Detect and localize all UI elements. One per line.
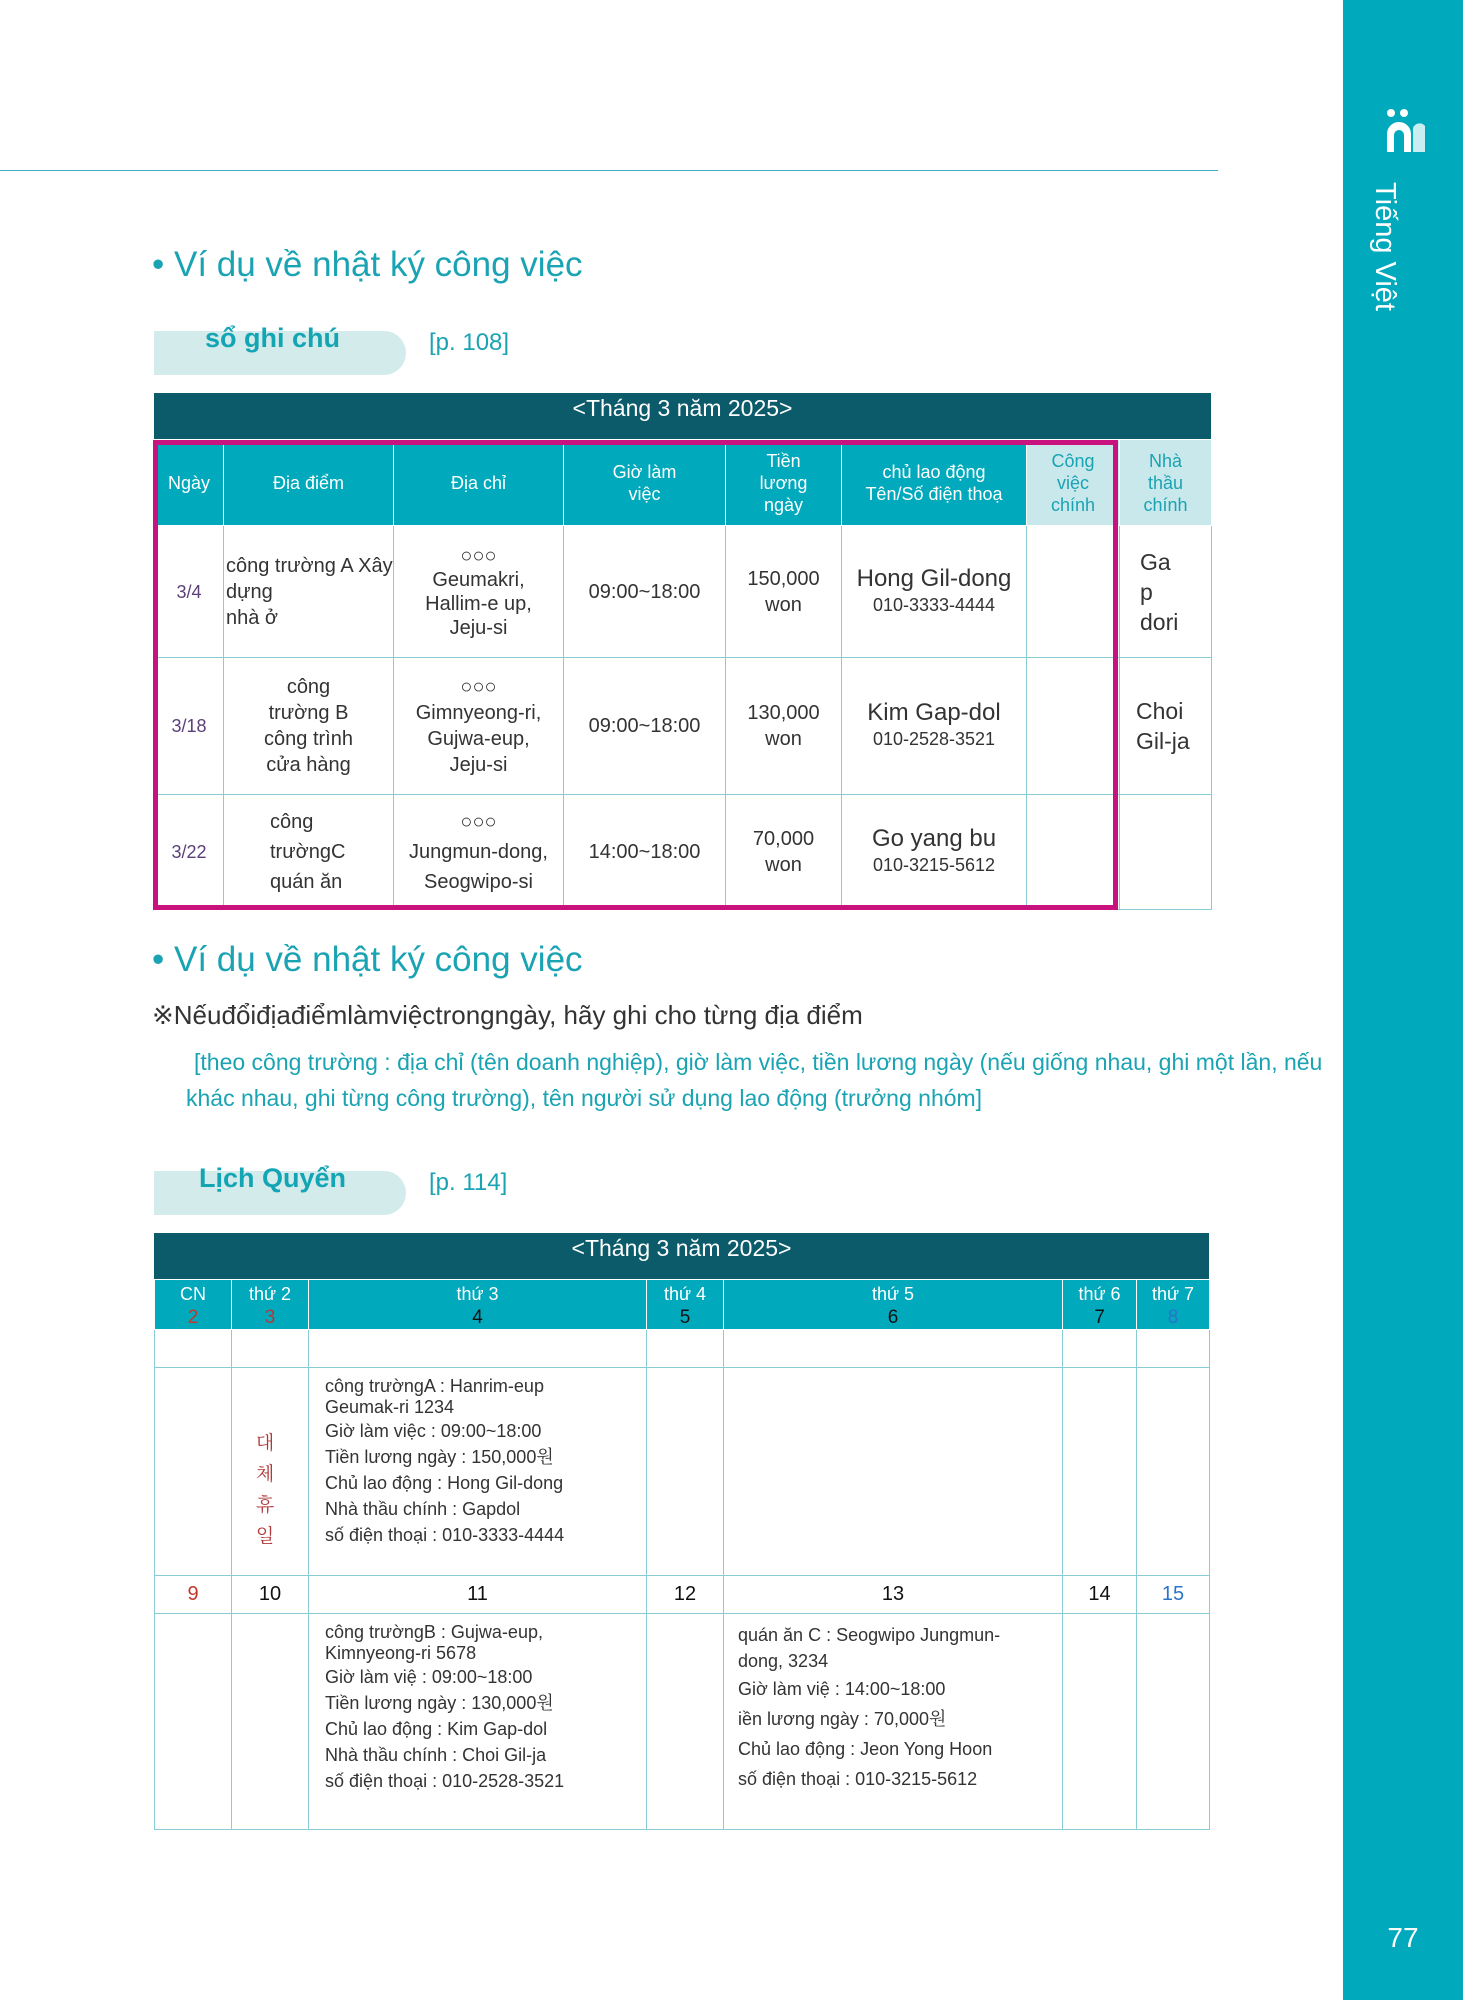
day-cell bbox=[1063, 1614, 1137, 1830]
day-cell bbox=[1063, 1368, 1137, 1576]
date-12: 12 bbox=[647, 1576, 724, 1614]
day-cell-entry bbox=[309, 1368, 647, 1576]
date-9: 9 bbox=[155, 1576, 232, 1614]
section1-page-ref: [p. 108] bbox=[429, 329, 510, 356]
col-main-job: Công việc chính bbox=[1027, 440, 1120, 526]
date-14: 14 bbox=[1063, 1576, 1137, 1614]
day-cell bbox=[232, 1614, 309, 1830]
header-divider bbox=[0, 170, 1218, 171]
weekday-mon: thứ 2 3 bbox=[232, 1280, 309, 1330]
day-cell-entry bbox=[724, 1614, 1063, 1830]
language-sidebar bbox=[1343, 0, 1463, 2000]
row-wage: 70,000 won bbox=[726, 795, 842, 910]
section1-tab-label: sổ ghi chú bbox=[205, 323, 340, 353]
holiday-note: 대 체 휴 일 bbox=[255, 1433, 275, 1547]
row-contractor: Choi Gil-ja bbox=[1120, 658, 1212, 795]
section1-heading: • Ví dụ về nhật ký công việc bbox=[152, 245, 583, 284]
row-place: công trườngC quán ăn bbox=[224, 795, 394, 910]
row-address: ○○○ Geumakri, Hallim-e up, Jeju-si bbox=[394, 526, 564, 658]
date-15: 15 bbox=[1137, 1576, 1210, 1614]
section2-heading: • Ví dụ về nhật ký công việc bbox=[152, 940, 583, 979]
day-cell-holiday bbox=[232, 1368, 309, 1576]
day-cell-entry bbox=[309, 1614, 647, 1830]
col-employer: chủ lao động Tên/Số điện thoạ bbox=[842, 440, 1027, 526]
date-13: 13 bbox=[724, 1576, 1063, 1614]
calendar-entry: công trườngB : Gujwa-eup, Kimnyeong-ri 5678 Giờ làm việ : 09:00~18:00 Tiền lương ngày : 130,000원 Chủ lao động : Kim Gap-dol Nhà thầu chính : Choi Gil-ja số điện thoại : 010-2528-3521 bbox=[325, 1622, 565, 1791]
calendar-entry: công trườngA : Hanrim-eup Geumak-ri 1234 Giờ làm việc : 09:00~18:00 Tiền lương ngày : 150,000원 Chủ lao động : Hong Gil-dong Nhà thầu chính : Gapdol số điện thoại : 010-3333-4444 bbox=[325, 1376, 565, 1545]
row-employer: Hong Gil-dong 010-3333-4444 bbox=[842, 526, 1027, 658]
row-place: công trường A Xây dựng nhà ở bbox=[224, 526, 394, 658]
date-11: 11 bbox=[309, 1576, 647, 1614]
section2-page-ref: [p. 114] bbox=[429, 1169, 508, 1196]
calendar-week1-entries bbox=[155, 1368, 1210, 1576]
row-wage: 150,000 won bbox=[726, 526, 842, 658]
day-cell bbox=[724, 1368, 1063, 1576]
weekday-sun: CN 2 bbox=[155, 1280, 232, 1330]
row-hours: 14:00~18:00 bbox=[564, 795, 726, 910]
section2-note-detail: [theo công trường : địa chỉ (tên doanh nghiệp), giờ làm việc, tiền lương ngày (nếu giống nhau, ghi một lần, nếu khác nhau, ghi từng công trường), tên người sử dụng lao động (trưởng nhóm] bbox=[186, 1049, 1323, 1111]
row-date: 3/18 bbox=[155, 658, 224, 795]
row-hours: 09:00~18:00 bbox=[564, 526, 726, 658]
section2-tab-label: Lịch Quyển bbox=[199, 1163, 347, 1193]
col-wage: Tiền lương ngày bbox=[726, 440, 842, 526]
row-address: ○○○ Jungmun-dong, Seogwipo-si bbox=[394, 795, 564, 910]
row-date: 3/22 bbox=[155, 795, 224, 910]
calendar-week2-entries bbox=[155, 1614, 1210, 1830]
weekday-sat: thứ 7 8 bbox=[1137, 1280, 1210, 1330]
page-number: 77 bbox=[1387, 1922, 1419, 1953]
weekday-tue: thứ 3 4 bbox=[309, 1280, 647, 1330]
day-cell bbox=[1137, 1368, 1210, 1576]
highlight-box bbox=[153, 440, 1118, 910]
row-date: 3/4 bbox=[155, 526, 224, 658]
language-label: Tiếng Việt bbox=[1369, 182, 1401, 311]
date-10: 10 bbox=[232, 1576, 309, 1614]
section2-note: ※Nếuđổiđịađiểmlàmviệctrongngày, hãy ghi cho từng địa điểm bbox=[152, 1000, 863, 1030]
row-employer: Kim Gap-dol 010-2528-3521 bbox=[842, 658, 1027, 795]
col-hours: Giờ làm việc bbox=[564, 440, 726, 526]
day-cell bbox=[155, 1614, 232, 1830]
col-place: Địa điểm bbox=[224, 440, 394, 526]
day-cell bbox=[647, 1614, 724, 1830]
calendar-caption: <Tháng 3 năm 2025> bbox=[154, 1233, 1209, 1279]
day-cell bbox=[1137, 1614, 1210, 1830]
calendar-spacer-row bbox=[155, 1330, 1210, 1368]
people-logo-icon bbox=[1379, 104, 1429, 154]
calendar-entry: quán ăn C : Seogwipo Jungmun- dong, 3234 Giờ làm việ : 14:00~18:00 iền lương ngày : 70,000원 Chủ lao động : Jeon Yong Hoon số điện thoại : 010-3215-5612 bbox=[738, 1625, 1001, 1789]
col-address: Địa chỉ bbox=[394, 440, 564, 526]
weekday-wed: thứ 4 5 bbox=[647, 1280, 724, 1330]
col-date: Ngày bbox=[155, 440, 224, 526]
day-cell bbox=[647, 1368, 724, 1576]
col-contractor: Nhà thầu chính bbox=[1120, 440, 1212, 526]
table-caption: <Tháng 3 năm 2025> bbox=[154, 393, 1211, 439]
row-hours: 09:00~18:00 bbox=[564, 658, 726, 795]
row-address: ○○○ Gimnyeong-ri, Gujwa-eup, Jeju-si bbox=[394, 658, 564, 795]
row-place: công trường B công trình cửa hàng bbox=[224, 658, 394, 795]
row-contractor: Ga p dori bbox=[1120, 526, 1212, 658]
calendar bbox=[154, 1233, 1209, 1830]
day-cell bbox=[155, 1368, 232, 1576]
calendar-week2-dates bbox=[155, 1576, 1210, 1614]
row-wage: 130,000 won bbox=[726, 658, 842, 795]
row-contractor bbox=[1120, 795, 1212, 910]
calendar-weekday-row bbox=[155, 1280, 1210, 1330]
weekday-thu: thứ 5 6 bbox=[724, 1280, 1063, 1330]
row-employer: Go yang bu 010-3215-5612 bbox=[842, 795, 1027, 910]
weekday-fri: thứ 6 7 bbox=[1063, 1280, 1137, 1330]
